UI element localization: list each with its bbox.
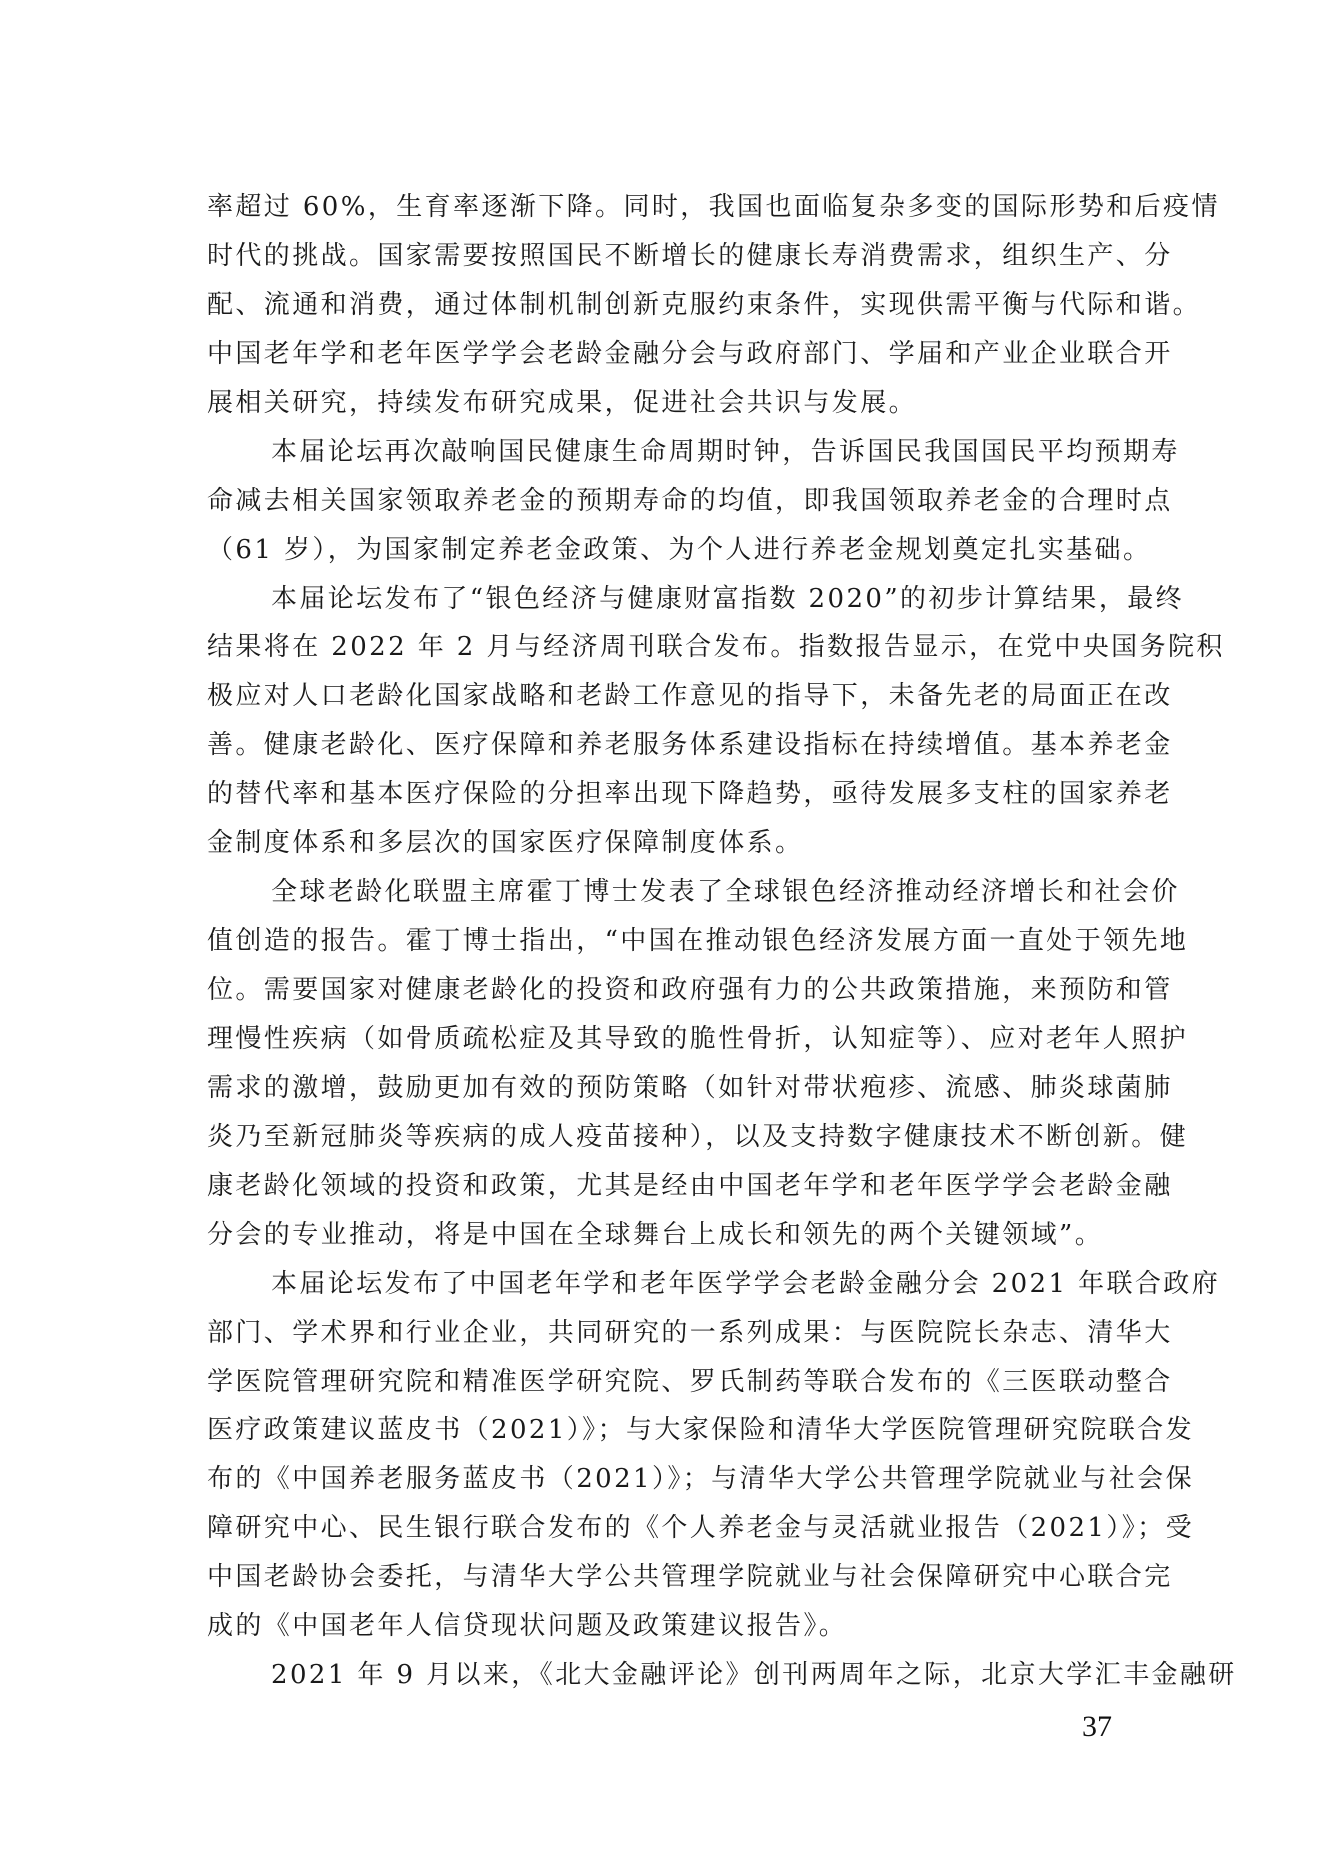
- text-line: 时代的挑战。国家需要按照国民不断增长的健康长寿消费需求，组织生产、分: [207, 240, 1173, 271]
- text-line: 的替代率和基本医疗保险的分担率出现下降趋势，亟待发展多支柱的国家养老: [207, 779, 1173, 810]
- text-line: 2021 年 9 月以来，《北大金融评论》创刊两周年之际，北京大学汇丰金融研: [271, 1660, 1237, 1691]
- paragraph-6: [207, 1651, 1237, 1700]
- text-line: 学医院管理研究院和精准医学研究院、罗氏制药等联合发布的《三医联动整合: [207, 1366, 1173, 1397]
- text-line: 本届论坛发布了中国老年学和老年医学学会老龄金融分会 2021 年联合政府: [271, 1268, 1221, 1299]
- paragraph-1: [207, 183, 1220, 428]
- text-line: 极应对人口老龄化国家战略和老龄工作意见的指导下，未备先老的局面正在改: [207, 681, 1173, 712]
- text-line: 结果将在 2022 年 2 月与经济周刊联合发布。指数报告显示，在党中央国务院积: [207, 632, 1225, 663]
- text-line: 中国老龄协会委托，与清华大学公共管理学院就业与社会保障研究中心联合完: [207, 1562, 1173, 1593]
- paragraph-5: [207, 1260, 1221, 1652]
- text-line: 布的《中国养老服务蓝皮书（2021）》；与清华大学公共管理学院就业与社会保: [207, 1464, 1194, 1495]
- page-number: 37: [1082, 1710, 1112, 1743]
- text-line: 全球老龄化联盟主席霍丁博士发表了全球银色经济推动经济增长和社会价: [271, 877, 1180, 908]
- text-line: 需求的激增，鼓励更加有效的预防策略（如针对带状疱疹、流感、肺炎球菌肺: [207, 1072, 1173, 1103]
- text-line: 配、流通和消费，通过体制机制创新克服约束条件，实现供需平衡与代际和谐。: [207, 289, 1202, 320]
- text-line: 中国老年学和老年医学学会老龄金融分会与政府部门、学届和产业企业联合开: [207, 338, 1173, 369]
- paragraph-3: [207, 575, 1225, 869]
- text-line: 展相关研究，持续发布研究成果，促进社会共识与发展。: [207, 387, 918, 418]
- text-line: 善。健康老龄化、医疗保障和养老服务体系建设指标在持续增值。基本养老金: [207, 730, 1173, 761]
- text-line: 率超过 60%，生育率逐渐下降。同时，我国也面临复杂多变的国际形势和后疫情: [207, 192, 1220, 222]
- text-line: 本届论坛再次敲响国民健康生命周期时钟，告诉国民我国国民平均预期寿: [271, 436, 1180, 467]
- text-line: 值创造的报告。霍丁博士指出，“中国在推动银色经济发展方面一直处于领先地: [207, 926, 1189, 957]
- text-line: （61 岁），为国家制定养老金政策、为个人进行养老金规划奠定扎实基础。: [207, 534, 1152, 565]
- text-line: 成的《中国老年人信贷现状问题及政策建议报告》。: [207, 1611, 848, 1642]
- text-line: 医疗政策建议蓝皮书（2021）》；与大家保险和清华大学医院管理研究院联合发: [207, 1415, 1194, 1446]
- paragraph-4: [207, 868, 1189, 1260]
- text-line: 金制度体系和多层次的国家医疗保障制度体系。: [207, 828, 804, 859]
- text-line: 障研究中心、民生银行联合发布的《个人养老金与灵活就业报告（2021）》；受: [207, 1513, 1194, 1544]
- text-line: 命减去相关国家领取养老金的预期寿命的均值，即我国领取养老金的合理时点: [207, 485, 1173, 516]
- text-line: 理慢性疾病（如骨质疏松症及其导致的脆性骨折，认知症等）、应对老年人照护: [207, 1023, 1189, 1054]
- document-body: [207, 183, 1237, 1700]
- text-line: 康老龄化领域的投资和政策，尤其是经由中国老年学和老年医学学会老龄金融: [207, 1170, 1173, 1201]
- text-line: 部门、学术界和行业企业，共同研究的一系列成果：与医院院长杂志、清华大: [207, 1317, 1173, 1348]
- text-line: 位。需要国家对健康老龄化的投资和政府强有力的公共政策措施，来预防和管: [207, 975, 1173, 1005]
- text-line: 分会的专业推动，将是中国在全球舞台上成长和领先的两个关键领域”。: [207, 1219, 1104, 1250]
- text-line: 炎乃至新冠肺炎等疾病的成人疫苗接种），以及支持数字健康技术不断创新。健: [207, 1121, 1189, 1152]
- paragraph-2: [207, 428, 1180, 575]
- text-line: 本届论坛发布了“银色经济与健康财富指数 2020”的初步计算结果，最终: [271, 583, 1185, 614]
